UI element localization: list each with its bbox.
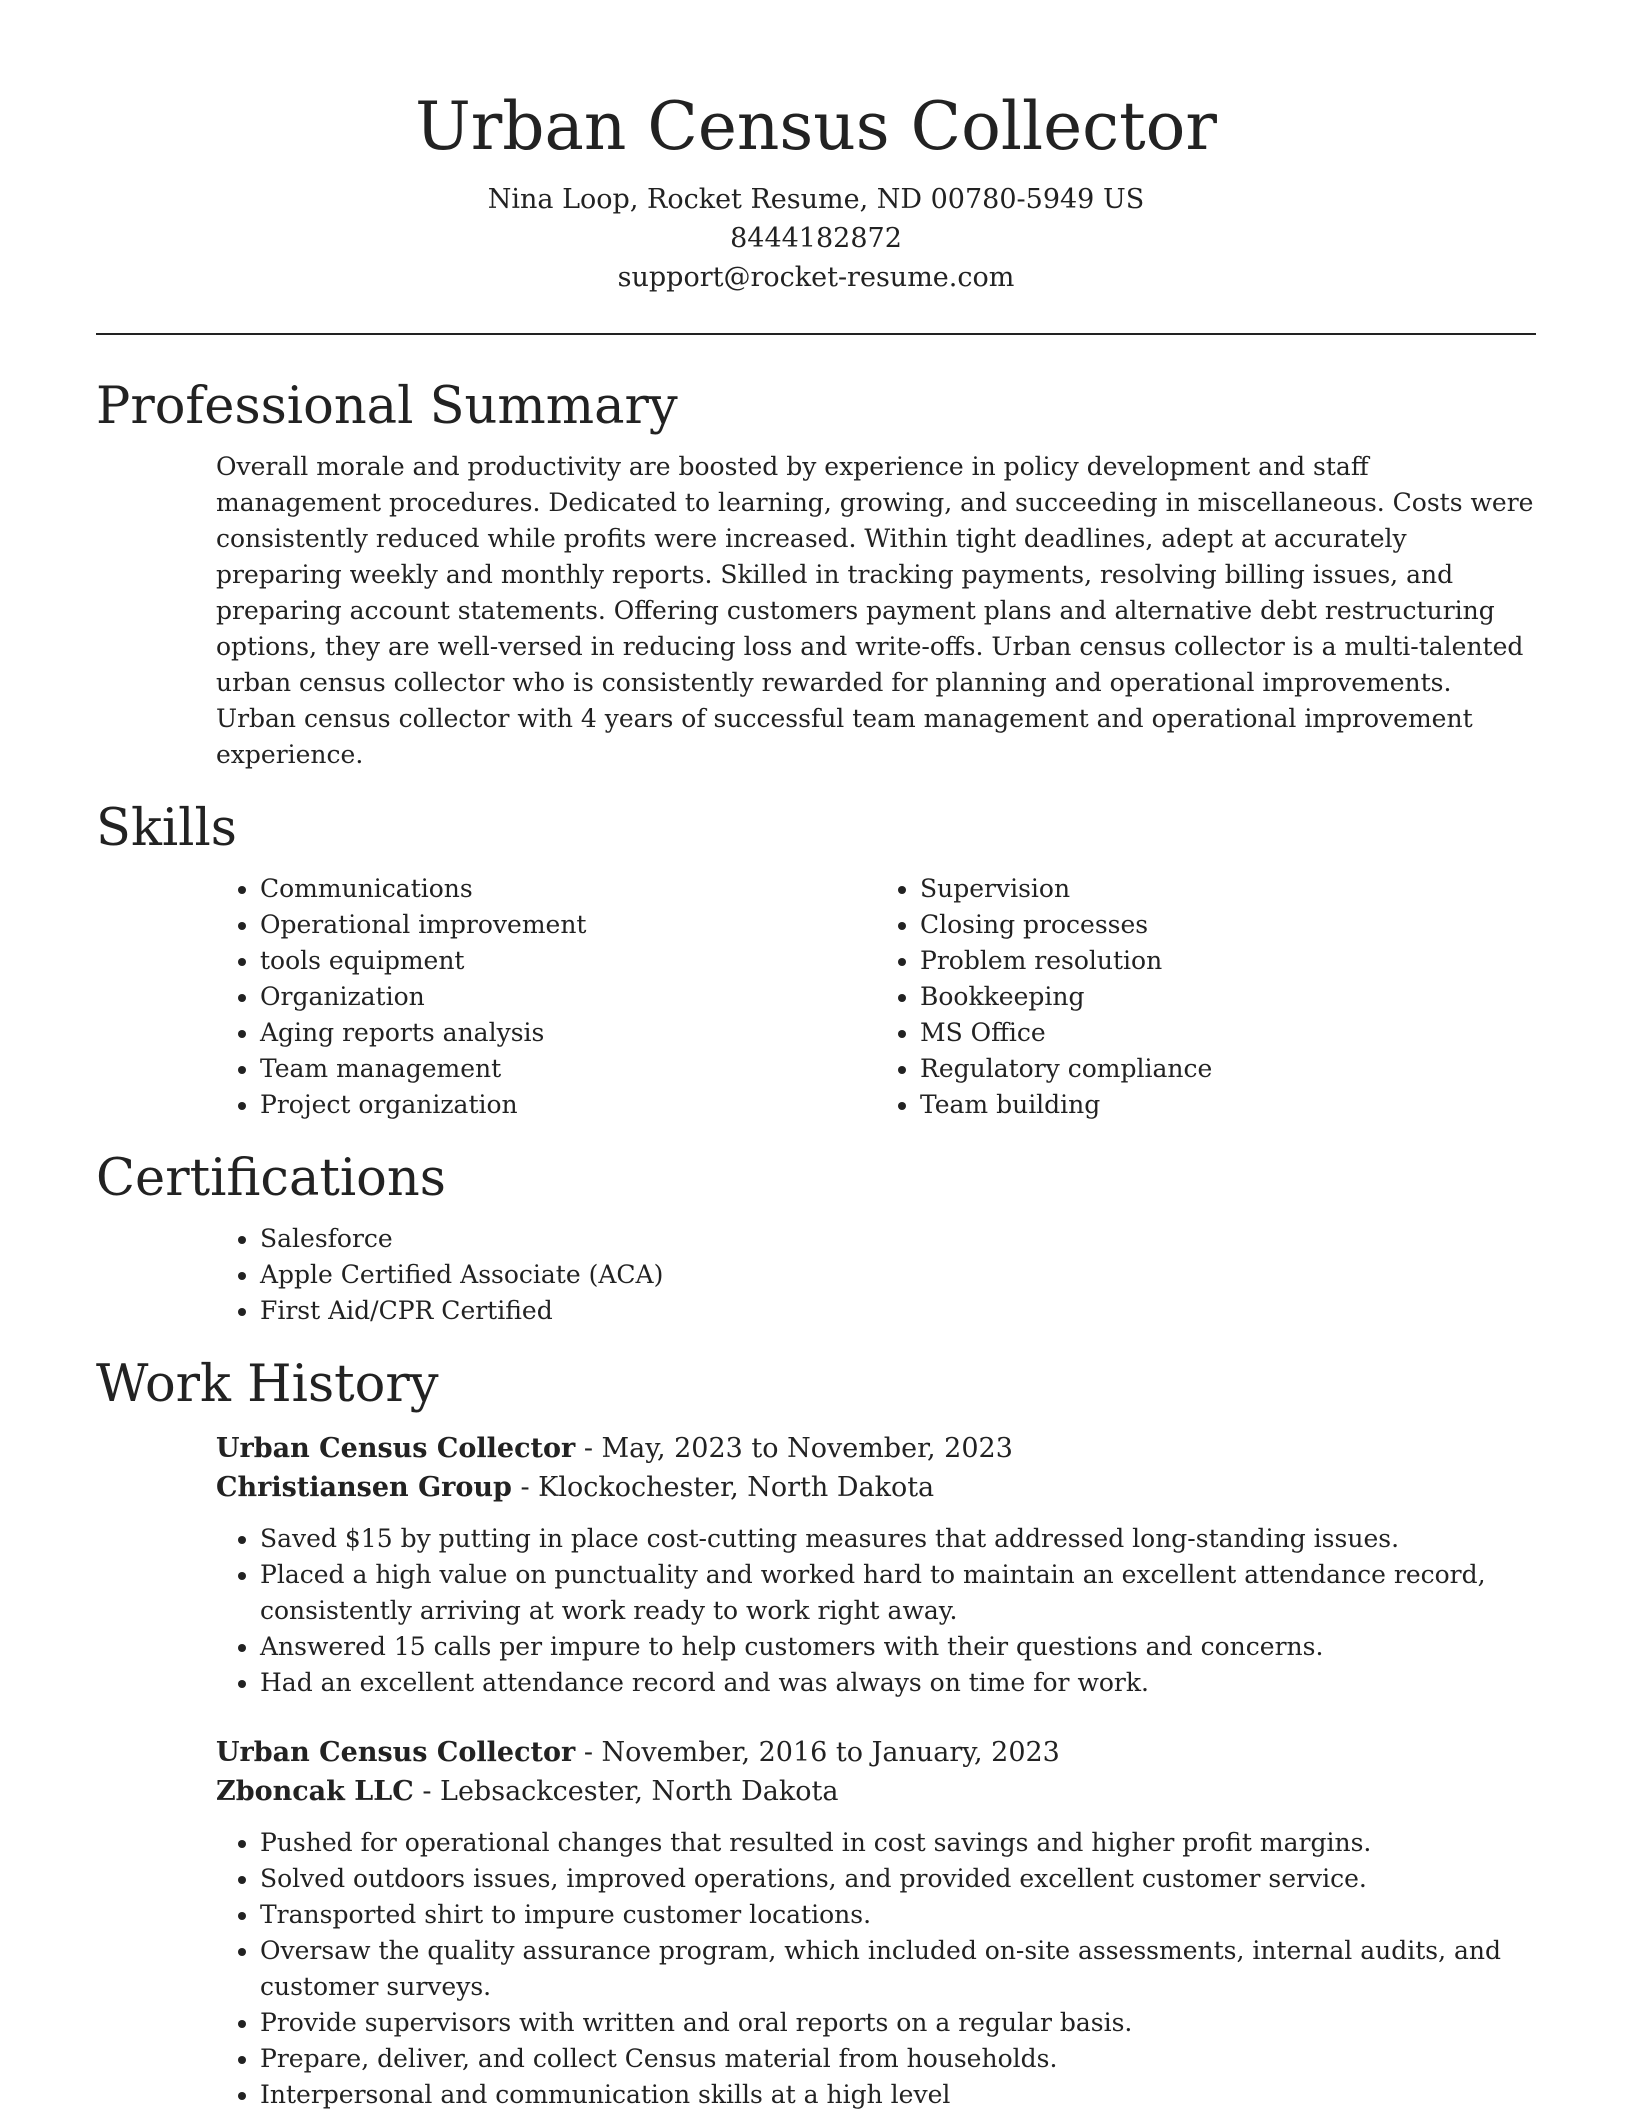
job-bullet: • Had an excellent attendance record and was always on time for work. xyxy=(260,1665,1536,1701)
job-title-line xyxy=(216,1429,1536,1468)
job-bullet: • Answered 15 calls per impure to help customers with their questions and concerns. xyxy=(260,1629,1536,1665)
summary-title: Professional Summary xyxy=(96,377,678,436)
job-bullets xyxy=(216,1521,1536,1701)
skill-item: • MS Office xyxy=(920,1015,1536,1051)
job-company-line xyxy=(216,1468,1536,1507)
job-bullet: • Provide supervisors with written and oral reports on a regular basis. xyxy=(260,2005,1536,2041)
job-dates: - November, 2016 to January, 2023 xyxy=(575,1737,1060,1768)
job-bullet: • Saved $15 by putting in place cost-cutting measures that addressed long-standing issues. xyxy=(260,1521,1536,1557)
job-entry xyxy=(216,1429,1536,1701)
skill-item: • Closing processes xyxy=(920,907,1536,943)
job-title-line xyxy=(216,1733,1536,1772)
skill-item: • Regulatory compliance xyxy=(920,1051,1536,1087)
job-bullets xyxy=(216,1825,1536,2113)
contact-info xyxy=(96,180,1536,297)
skill-item: • Bookkeeping xyxy=(920,979,1536,1015)
skill-item: • Team management xyxy=(260,1051,876,1087)
job-bullet: • Placed a high value on punctuality and worked hard to maintain an excellent attendance record, consistently arriving at work ready to work right away. xyxy=(260,1557,1536,1629)
skill-item: • Supervision xyxy=(920,871,1536,907)
header-divider xyxy=(96,333,1536,335)
summary-text: Overall morale and productivity are boosted by experience in policy development and staff management procedures. Dedicated to learning, growing, and succeeding in miscellaneous. Costs were consistently reduced while profits were increased. Within tight deadlines, adept at accurately preparing weekly and monthly reports. Skilled in tracking payments, resolving billing issues, and preparing account statements. Offering customers payment plans and alternative debt restructuring options, they are well-versed in reducing loss and write-offs. Urban census collector is a multi-talented urban census collector who is consistently rewarded for planning and operational improvements. Urban census collector with 4 years of successful team management and operational improvement experience. xyxy=(216,452,1534,769)
skill-item: • Communications xyxy=(260,871,876,907)
job-location: - Klockochester, North Dakota xyxy=(511,1472,935,1503)
skills-list-left xyxy=(216,871,876,1123)
certification-item: • Apple Certified Associate (ACA) xyxy=(260,1257,1536,1293)
skills-list-right xyxy=(876,871,1536,1123)
contact-phone[interactable]: 8444182872 xyxy=(730,223,902,254)
skills-columns xyxy=(216,871,1536,1123)
job-bullet: • Prepare, deliver, and collect Census material from households. xyxy=(260,2041,1536,2077)
certifications-list xyxy=(216,1221,1536,1329)
work-history-section xyxy=(96,1353,1536,2113)
skill-item: • Operational improvement xyxy=(260,907,876,943)
skills-title: Skills xyxy=(96,799,237,858)
skill-item: • tools equipment xyxy=(260,943,876,979)
candidate-name: Urban Census Collector xyxy=(415,88,1217,165)
job-bullet: • Solved outdoors issues, improved operations, and provided excellent customer service. xyxy=(260,1861,1536,1897)
job-bullet: • Interpersonal and communication skills at a high level xyxy=(260,2077,1536,2113)
job-title: Urban Census Collector xyxy=(216,1737,576,1768)
job-company-line xyxy=(216,1772,1536,1811)
skill-item: • Organization xyxy=(260,979,876,1015)
skill-item: • Team building xyxy=(920,1087,1536,1123)
skill-item: • Problem resolution xyxy=(920,943,1536,979)
skill-item: • Project organization xyxy=(260,1087,876,1123)
job-company: Zboncak LLC xyxy=(216,1776,414,1807)
certifications-title: Certifications xyxy=(96,1149,446,1208)
work-history-title: Work History xyxy=(96,1355,439,1414)
certification-item: • First Aid/CPR Certified xyxy=(260,1293,1536,1329)
certifications-section xyxy=(96,1147,1536,1329)
job-bullet: • Transported shirt to impure customer locations. xyxy=(260,1897,1536,1933)
job-location: - Lebsackcester, North Dakota xyxy=(413,1776,839,1807)
job-entry xyxy=(216,1733,1536,2113)
job-company: Christiansen Group xyxy=(216,1472,512,1503)
job-bullet: • Oversaw the quality assurance program, which included on-site assessments, internal audits, and customer surveys. xyxy=(260,1933,1536,2005)
resume-header xyxy=(96,0,1536,297)
skills-section xyxy=(96,797,1536,1123)
skill-item: • Aging reports analysis xyxy=(260,1015,876,1051)
resume-page xyxy=(96,0,1536,2113)
contact-email[interactable]: support@rocket-resume.com xyxy=(617,262,1015,293)
contact-address: Nina Loop, Rocket Resume, ND 00780-5949 US xyxy=(487,184,1145,215)
job-title: Urban Census Collector xyxy=(216,1433,576,1464)
job-dates: - May, 2023 to November, 2023 xyxy=(575,1433,1013,1464)
job-bullet: • Pushed for operational changes that resulted in cost savings and higher profit margins. xyxy=(260,1825,1536,1861)
summary-section xyxy=(96,375,1536,773)
certification-item: • Salesforce xyxy=(260,1221,1536,1257)
